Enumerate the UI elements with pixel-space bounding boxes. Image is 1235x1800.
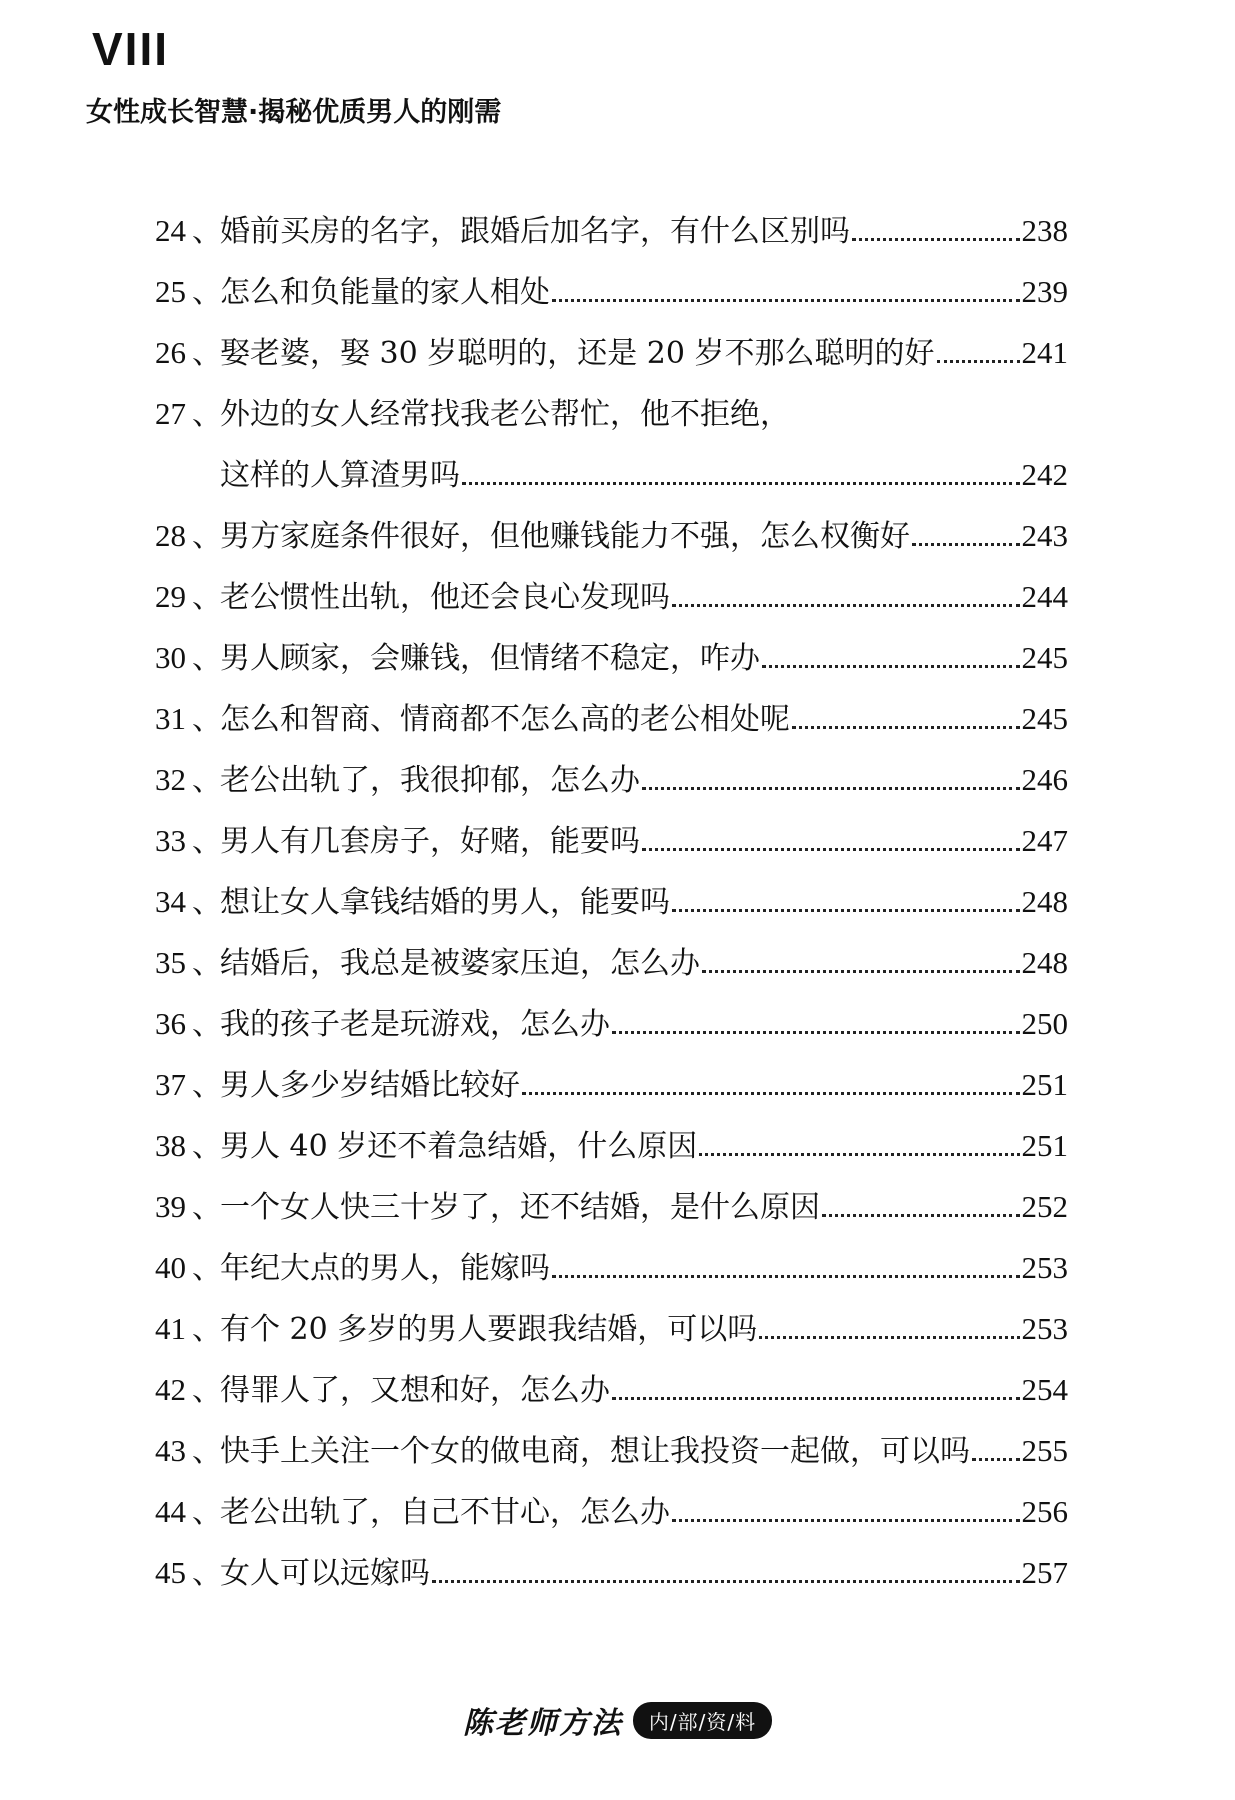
toc-number: 25 [155,274,186,309]
toc-title: 婚前买房的名字，跟婚后加名字，有什么区别吗 [220,214,850,249]
toc-dot-leader [642,848,1020,851]
toc-dot-leader [432,1580,1020,1583]
toc-page-number: 244 [1021,579,1068,614]
toc-entry [155,330,1068,391]
toc-dot-leader [672,604,1020,607]
toc-page-number: 254 [1021,1372,1068,1407]
toc-entry [155,879,1068,940]
toc-dot-leader [699,1153,1019,1156]
toc-separator: 、 [192,1495,222,1530]
toc-page-number: 245 [1021,701,1068,736]
toc-separator: 、 [192,1007,222,1042]
toc-separator: 、 [192,702,222,737]
toc-page-number: 253 [1021,1311,1068,1346]
toc-dot-leader [552,1275,1020,1278]
toc-number: 26 [155,335,186,370]
toc-dot-leader [972,1458,1020,1461]
toc-entry [155,1001,1068,1062]
toc-title: 男人有几套房子，好赌，能要吗 [220,824,640,859]
toc-separator: 、 [192,1251,222,1286]
toc-title: 我的孩子老是玩游戏，怎么办 [220,1007,610,1042]
toc-entry [155,1123,1068,1184]
toc-entry [155,1367,1068,1428]
toc-dot-leader [937,360,1020,363]
table-of-contents [155,208,1068,1611]
toc-number: 39 [155,1189,186,1224]
toc-entry [155,1489,1068,1550]
toc-separator: 、 [192,519,222,554]
toc-entry [155,1245,1068,1306]
toc-number: 33 [155,823,186,858]
toc-dot-leader [522,1092,1020,1095]
toc-number: 40 [155,1250,186,1285]
toc-dot-leader [552,299,1020,302]
toc-number: 27 [155,396,186,431]
footer-brand: 陈老师方法 [462,1706,623,1741]
toc-page-number: 238 [1021,213,1068,248]
toc-entry [155,269,1068,330]
toc-title: 老公出轨了，我很抑郁，怎么办 [220,763,640,798]
toc-separator: 、 [192,641,222,676]
toc-page-number: 242 [1021,457,1068,492]
toc-number: 34 [155,884,186,919]
toc-entry [155,696,1068,757]
toc-page-number: 245 [1021,640,1068,675]
toc-number: 44 [155,1494,186,1529]
toc-title: 女人可以远嫁吗 [220,1556,430,1591]
toc-entry [155,1428,1068,1489]
toc-number: 38 [155,1128,186,1163]
toc-entry [155,1306,1068,1367]
toc-page-number: 248 [1021,945,1068,980]
toc-page-number: 243 [1021,518,1068,553]
toc-entry [155,635,1068,696]
toc-number: 28 [155,518,186,553]
toc-number: 31 [155,701,186,736]
toc-entry [155,391,1068,452]
toc-title: 一个女人快三十岁了，还不结婚，是什么原因 [220,1190,820,1225]
toc-number: 29 [155,579,186,614]
toc-dot-leader [612,1397,1020,1400]
toc-title: 怎么和智商、情商都不怎么高的老公相处呢 [220,702,790,737]
toc-page-number: 247 [1021,823,1068,858]
toc-dot-leader [672,909,1020,912]
toc-number: 24 [155,213,186,248]
toc-page-number: 252 [1021,1189,1068,1224]
toc-number: 30 [155,640,186,675]
toc-page-number: 255 [1021,1433,1068,1468]
toc-title: 想让女人拿钱结婚的男人，能要吗 [220,885,670,920]
toc-title: 得罪人了，又想和好，怎么办 [220,1373,610,1408]
toc-dot-leader [822,1214,1020,1217]
toc-dot-leader [762,665,1020,668]
toc-separator: 、 [192,1556,222,1591]
toc-title: 男人多少岁结婚比较好 [220,1068,520,1103]
toc-number: 32 [155,762,186,797]
toc-entry [155,208,1068,269]
toc-separator: 、 [192,763,222,798]
toc-title: 娶老婆，娶 30 岁聪明的，还是 20 岁不那么聪明的好 [220,336,935,371]
toc-page-number: 251 [1021,1128,1068,1163]
toc-title: 外边的女人经常找我老公帮忙，他不拒绝， [220,397,790,432]
toc-title: 男人顾家，会赚钱，但情绪不稳定，咋办 [220,641,760,676]
toc-number: 41 [155,1311,186,1346]
toc-number: 42 [155,1372,186,1407]
running-title: 女性成长智慧·揭秘优质男人的刚需 [86,97,502,128]
page-number: VIII [92,23,170,75]
toc-separator: 、 [192,1373,222,1408]
toc-entry [155,1184,1068,1245]
toc-dot-leader [852,238,1020,241]
toc-separator: 、 [192,1129,222,1164]
toc-page-number: 251 [1021,1067,1068,1102]
toc-dot-leader [759,1336,1019,1339]
toc-separator: 、 [192,1434,222,1469]
toc-separator: 、 [192,885,222,920]
toc-separator: 、 [192,1190,222,1225]
toc-entry [155,757,1068,818]
toc-entry [155,1062,1068,1123]
toc-title: 快手上关注一个女的做电商，想让我投资一起做，可以吗 [220,1434,970,1469]
toc-dot-leader [702,970,1020,973]
toc-separator: 、 [192,946,222,981]
toc-separator: 、 [192,1068,222,1103]
toc-separator: 、 [192,275,222,310]
toc-dot-leader [642,787,1020,790]
toc-title-continuation: 这样的人算渣男吗 [220,458,460,493]
toc-page-number: 256 [1021,1494,1068,1529]
toc-title: 有个 20 多岁的男人要跟我结婚，可以吗 [220,1312,758,1347]
toc-number: 43 [155,1433,186,1468]
toc-separator: 、 [192,336,222,371]
toc-title: 男方家庭条件很好，但他赚钱能力不强，怎么权衡好 [220,519,910,554]
footer-badge: 内/部/资/料 [633,1702,772,1739]
toc-page-number: 248 [1021,884,1068,919]
toc-dot-leader [912,543,1020,546]
footer [0,1698,1235,1742]
toc-entry [155,1550,1068,1611]
toc-number: 36 [155,1006,186,1041]
toc-page-number: 250 [1021,1006,1068,1041]
toc-number: 45 [155,1555,186,1590]
toc-page-number: 246 [1021,762,1068,797]
toc-separator: 、 [192,1312,222,1347]
toc-title: 老公惯性出轨，他还会良心发现吗 [220,580,670,615]
toc-dot-leader [792,726,1020,729]
toc-entry [155,574,1068,635]
toc-title: 年纪大点的男人，能嫁吗 [220,1251,550,1286]
toc-separator: 、 [192,580,222,615]
toc-page-number: 253 [1021,1250,1068,1285]
toc-title: 怎么和负能量的家人相处 [220,275,550,310]
toc-entry [155,818,1068,879]
toc-dot-leader [672,1519,1020,1522]
toc-page-number: 241 [1021,335,1068,370]
toc-entry [155,513,1068,574]
toc-number: 35 [155,945,186,980]
toc-separator: 、 [192,214,222,249]
toc-dot-leader [612,1031,1020,1034]
toc-separator: 、 [192,397,222,432]
toc-page-number: 239 [1021,274,1068,309]
toc-entry-continuation [155,452,1068,513]
toc-separator: 、 [192,824,222,859]
toc-title: 男人 40 岁还不着急结婚，什么原因 [220,1129,698,1164]
toc-page-number: 257 [1021,1555,1068,1590]
toc-entry [155,940,1068,1001]
toc-title: 结婚后，我总是被婆家压迫，怎么办 [220,946,700,981]
toc-title: 老公出轨了，自己不甘心，怎么办 [220,1495,670,1530]
toc-dot-leader [462,482,1020,485]
toc-number: 37 [155,1067,186,1102]
